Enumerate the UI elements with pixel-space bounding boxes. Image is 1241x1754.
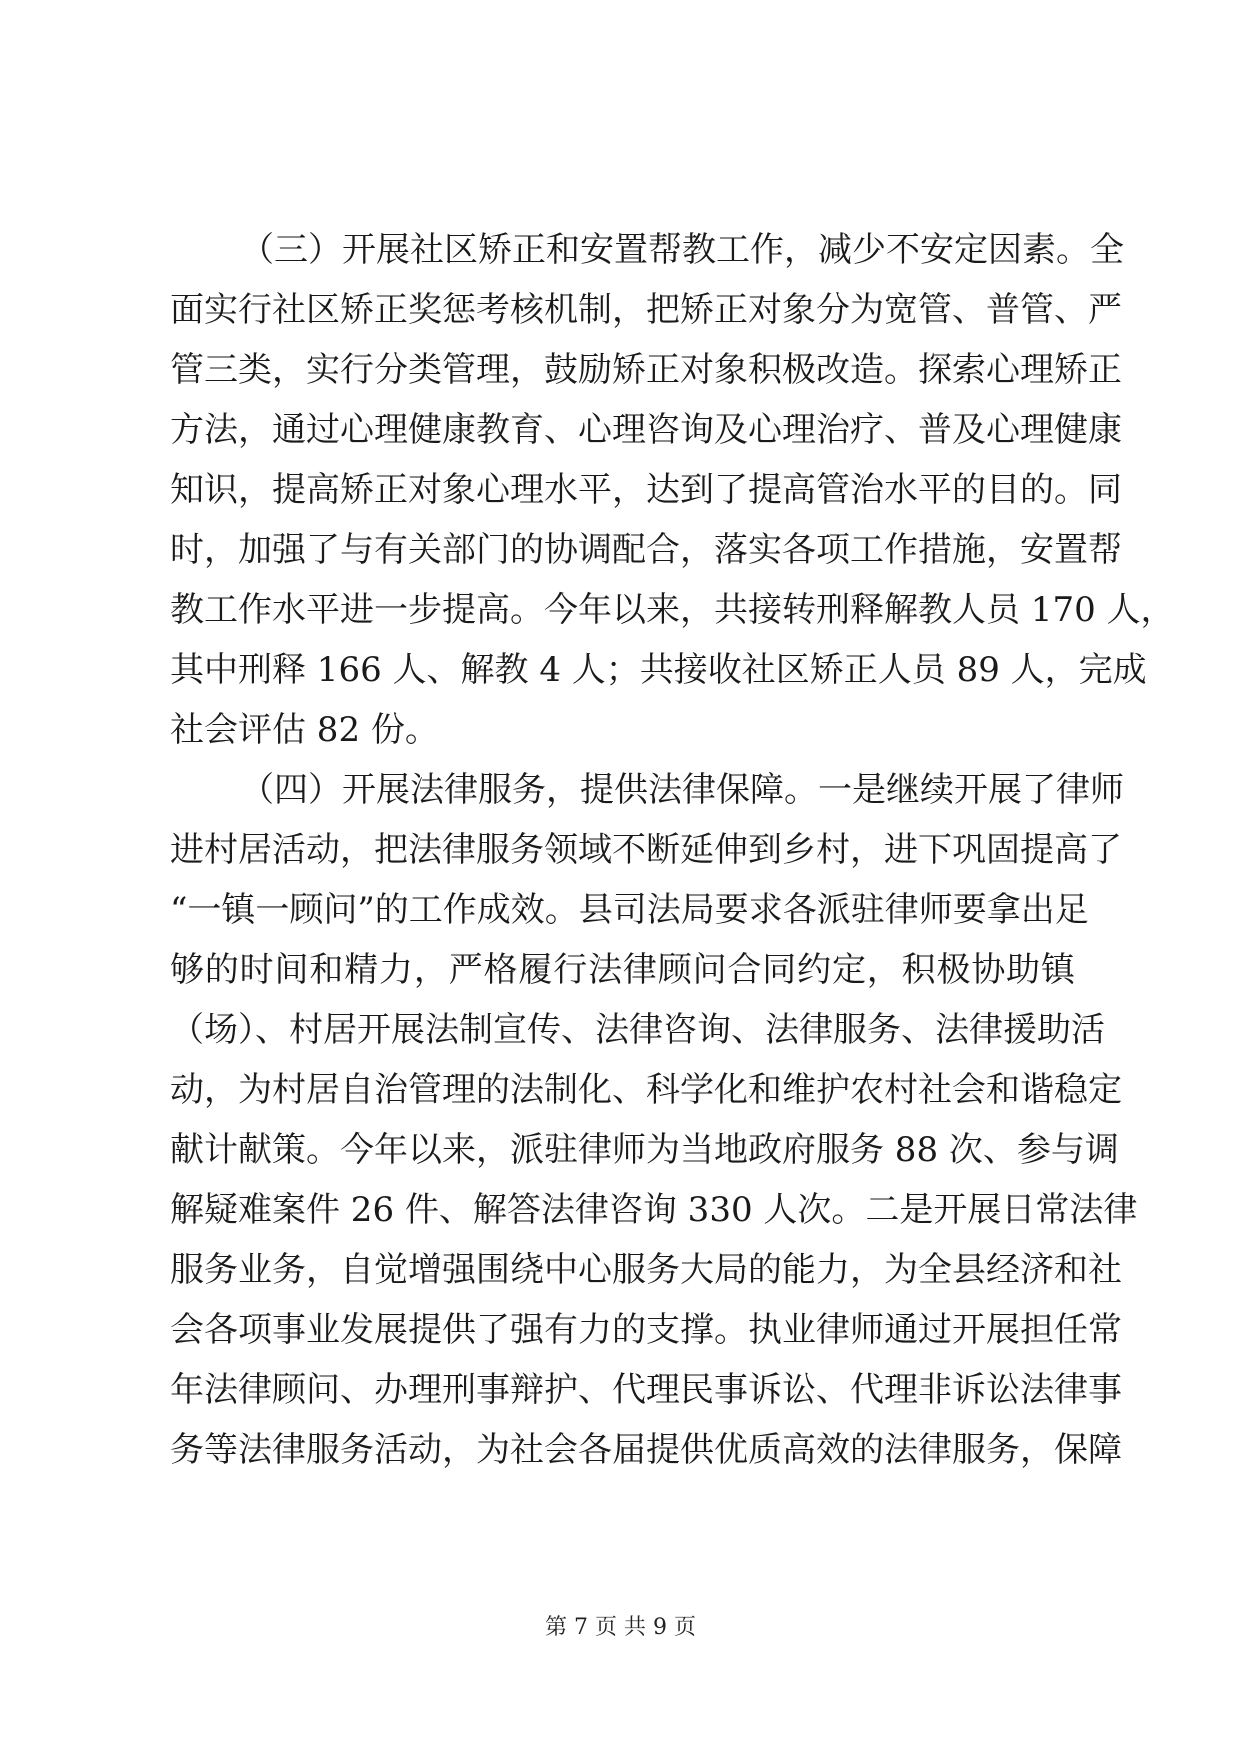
- paragraph-4-line-7: 献计献策。今年以来，派驻律师为当地政府服务 88 次、参与调: [170, 1130, 1119, 1170]
- paragraph-3-line-2: 面实行社区矫正奖惩考核机制，把矫正对象分为宽管、普管、严: [170, 290, 1122, 330]
- paragraph-4-line-3: “一镇一顾问”的工作成效。县司法局要求各派驻律师要拿出足: [170, 890, 1089, 930]
- paragraph-4-line-6: 动，为村居自治管理的法制化、科学化和维护农村社会和谐稳定: [170, 1070, 1122, 1110]
- paragraph-3-line-6: 时，加强了与有关部门的协调配合，落实各项工作措施，安置帮: [170, 530, 1122, 570]
- paragraph-4-line-12: 务等法律服务活动，为社会各届提供优质高效的法律服务，保障: [170, 1430, 1122, 1470]
- paragraph-4-line-2: 进村居活动，把法律服务领域不断延伸到乡村，进下巩固提高了: [170, 830, 1122, 870]
- paragraph-3-line-8: 其中刑释 166 人、解教 4 人；共接收社区矫正人员 89 人，完成: [170, 650, 1147, 690]
- paragraph-4-line-1: （四）开展法律服务，提供法律保障。一是继续开展了律师: [240, 770, 1124, 810]
- paragraph-3-line-7: 教工作水平进一步提高。今年以来，共接转刑释解教人员 170 人，: [170, 590, 1175, 630]
- paragraph-3-line-1: （三）开展社区矫正和安置帮教工作，减少不安定因素。全: [240, 230, 1124, 270]
- paragraph-4-line-10: 会各项事业发展提供了强有力的支撑。执业律师通过开展担任常: [170, 1310, 1122, 1350]
- paragraph-3-line-5: 知识，提高矫正对象心理水平，达到了提高管治水平的目的。同: [170, 470, 1122, 510]
- paragraph-4-line-4: 够的时间和精力，严格履行法律顾问合同约定，积极协助镇: [170, 950, 1075, 990]
- paragraph-4-line-9: 服务业务，自觉增强围绕中心服务大局的能力，为全县经济和社: [170, 1250, 1122, 1290]
- paragraph-3-line-3: 管三类，实行分类管理，鼓励矫正对象积极改造。探索心理矫正: [170, 350, 1122, 390]
- paragraph-4-line-8: 解疑难案件 26 件、解答法律咨询 330 人次。二是开展日常法律: [170, 1190, 1138, 1230]
- paragraph-3-line-4: 方法，通过心理健康教育、心理咨询及心理治疗、普及心理健康: [170, 410, 1122, 450]
- paragraph-3-line-9: 社会评估 82 份。: [170, 710, 439, 750]
- page-number-footer: 第 7 页 共 9 页: [545, 1615, 696, 1640]
- paragraph-4-line-11: 年法律顾问、办理刑事辩护、代理民事诉讼、代理非诉讼法律事: [170, 1370, 1122, 1410]
- paragraph-4-line-5: （场）、村居开展法制宣传、法律咨询、法律服务、法律援助活: [170, 1010, 1105, 1050]
